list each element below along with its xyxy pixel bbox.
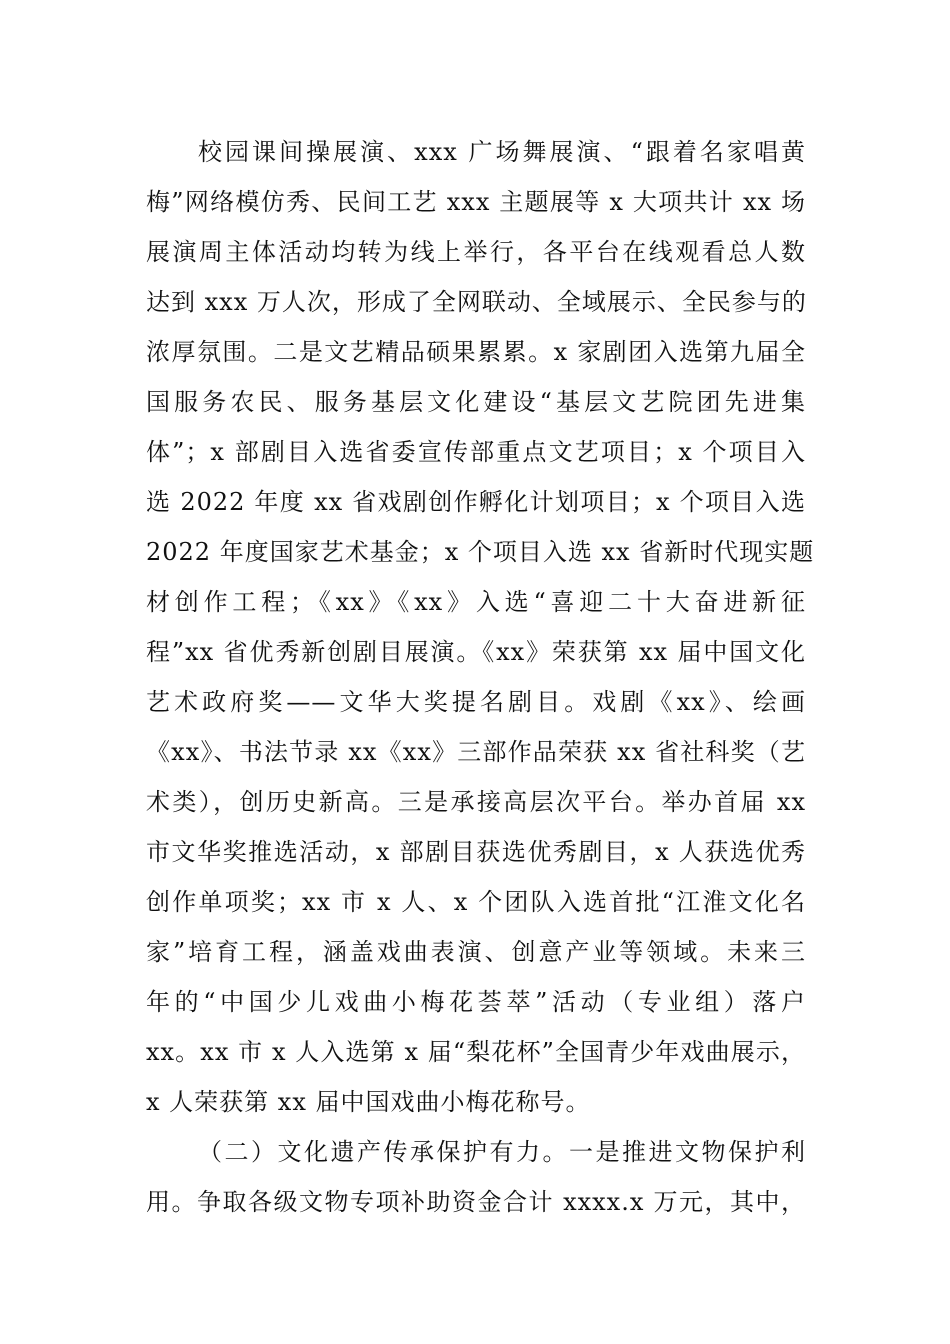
text-line: （二）文化遗产传承保护有力。一是推进文物保护利 [198,1138,806,1166]
text-line: 市文华奖推选活动，x 部剧目获选优秀剧目，x 人获选优秀 [146,838,806,866]
text-line: 校园课间操展演、xxx 广场舞展演、“跟着名家唱黄 [198,138,806,166]
text-line: xx。xx 市 x 人入选第 x 届“梨花杯”全国青少年戏曲展示， [146,1038,806,1066]
text-line: x 人荣获第 xx 届中国戏曲小梅花称号。 [146,1088,591,1116]
document-body [146,127,815,1227]
text-line: 术类），创历史新高。三是承接高层次平台。举办首届 xx [146,788,806,816]
text-line: 创作单项奖；xx 市 x 人、x 个团队入选首批“江淮文化名 [146,888,806,916]
text-line: 梅”网络模仿秀、民间工艺 xxx 主题展等 x 大项共计 xx 场 [146,188,806,216]
text-line: 材创作工程；《xx》《xx》入选“喜迎二十大奋进新征 [146,588,806,616]
text-line: 《xx》、书法节录 xx《xx》三部作品荣获 xx 省社科奖（艺 [146,738,806,766]
text-line: 程”xx 省优秀新创剧目展演。《xx》荣获第 xx 届中国文化 [146,638,806,666]
text-line: 国服务农民、服务基层文化建设“基层文艺院团先进集 [146,388,806,416]
text-line: 浓厚氛围。二是文艺精品硕果累累。x 家剧团入选第九届全 [146,338,806,366]
text-line: 艺术政府奖——文华大奖提名剧目。戏剧《xx》、绘画 [146,688,806,716]
text-line: 2022 年度国家艺术基金；x 个项目入选 xx 省新时代现实题 [146,538,815,566]
text-line: 达到 xxx 万人次，形成了全网联动、全域展示、全民参与的 [146,288,807,316]
text-line: 年的“中国少儿戏曲小梅花荟萃”活动（专业组）落户 [146,988,806,1016]
text-line: 体”；x 部剧目入选省委宣传部重点文艺项目；x 个项目入 [146,438,806,466]
text-line: 家”培育工程，涵盖戏曲表演、创意产业等领域。未来三 [146,938,806,966]
text-line: 用。争取各级文物专项补助资金合计 xxxx.x 万元，其中， [146,1188,806,1216]
text-line: 展演周主体活动均转为线上举行，各平台在线观看总人数 [146,238,806,266]
text-line: 选 2022 年度 xx 省戏剧创作孵化计划项目；x 个项目入选 [146,488,806,516]
